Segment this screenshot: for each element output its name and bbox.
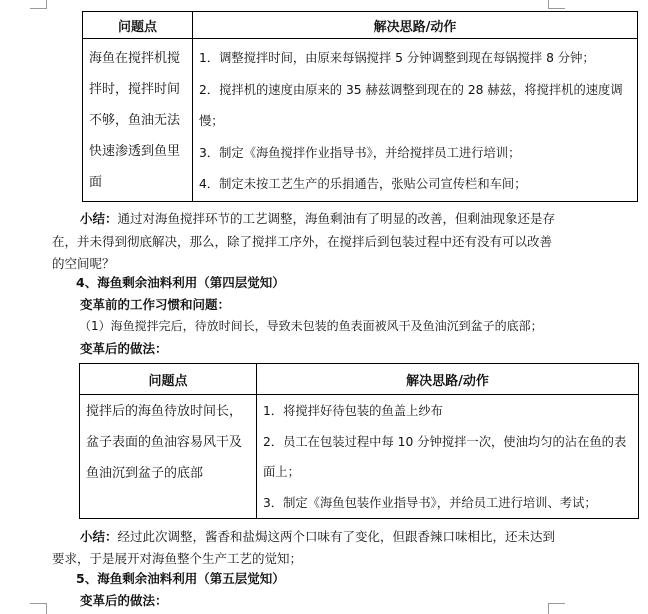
summary-1-line-1: [80, 209, 555, 228]
header-problem: 问题点: [80, 364, 257, 395]
action-item: 4．制定未按工艺生产的乐捐通告，张贴公司宣传栏和车间；: [198, 177, 527, 191]
section-5-heading: 5、海鱼剩余油料利用（第五层觉知）: [76, 571, 285, 586]
header-actions: 解决思路/动作: [192, 12, 637, 39]
section-4-after-label: 变革后的做法：: [80, 341, 168, 356]
action-item: 2．搅拌机的速度由原来的 35 赫兹调整到现在的 28 赫兹，将搅拌机的速度调慢；: [198, 82, 623, 128]
problem-line: 面: [89, 175, 103, 190]
problem-line: 不够，鱼油无法: [89, 113, 181, 128]
problem-cell: [83, 39, 193, 202]
summary-2-line-1: [80, 527, 555, 546]
problem-line: 快速渗透到鱼里: [89, 144, 181, 159]
action-item: 3．制定《海鱼包装作业指导书》，并给员工进行培训、考试；: [262, 495, 597, 510]
problem-cell: [80, 395, 257, 519]
solution-table-2: [79, 363, 639, 519]
problem-line: 搅拌后的海鱼待放时间长，: [86, 404, 243, 419]
summary-1-line-3: 的空间呢？: [52, 256, 115, 271]
header-problem: 问题点: [83, 12, 193, 39]
table-header-row: [83, 12, 638, 39]
solution-table-1: [82, 11, 638, 202]
action-item: 1．将搅拌好待包装的鱼盖上纱布: [262, 404, 443, 418]
summary-label: 小结：: [80, 529, 118, 544]
action-item: 2．员工在包装过程中每 10 分钟搅拌一次，使油均匀的沾在鱼的表面上；: [262, 434, 627, 479]
summary-2-line-2: 要求，于是展开对海鱼整个生产工艺的觉知；: [52, 551, 303, 566]
table-row: [80, 395, 639, 519]
section-4-before-item: （1）海鱼搅拌完后，待放时间长，导致未包装的鱼表面被风干及鱼油沉到盆子的底部；: [79, 319, 543, 333]
problem-line: 拌时，搅拌时间: [89, 82, 181, 97]
page-corner-mark-bottom-left: [30, 603, 47, 614]
page-corner-mark-top-right: [548, 0, 565, 9]
summary-text: 经过此次调整，酱香和盐焗这两个口味有了变化，但跟香辣口味相比，还未达到: [117, 529, 556, 544]
table-row: [83, 39, 638, 202]
action-item: 1．调整搅拌时间，由原来每锅搅拌 5 分钟调整到现在每锅搅拌 8 分钟；: [198, 51, 595, 65]
problem-line: 鱼油沉到盆子的底部: [86, 466, 204, 481]
problem-line: 盆子表面的鱼油容易风干及: [86, 435, 243, 450]
action-item: 3．制定《海鱼搅拌作业指导书》，并给搅拌员工进行培训；: [198, 145, 521, 160]
summary-text: 通过对海鱼搅拌环节的工艺调整，海鱼剩油有了明显的改善，但剩油现象还是存: [117, 211, 556, 226]
section-5-after-label: 变革后的做法：: [80, 593, 168, 608]
section-4-before-label: 变革前的工作习惯和问题：: [80, 297, 231, 312]
summary-1-line-2: 在，并未得到彻底解决，那么，除了搅拌工序外，在搅拌后到包装过程中还有没有可以改善: [52, 234, 553, 249]
page-corner-mark-top-left: [30, 0, 47, 9]
header-actions: 解决思路/动作: [256, 364, 638, 395]
actions-cell: [256, 395, 638, 519]
actions-cell: [192, 39, 637, 202]
summary-label: 小结：: [80, 211, 118, 226]
page-corner-mark-bottom-right: [548, 603, 565, 614]
problem-line: 海鱼在搅拌机搅: [89, 51, 181, 66]
section-4-heading: 4、海鱼剩余油料利用（第四层觉知）: [76, 275, 285, 290]
table-header-row: [80, 364, 639, 395]
